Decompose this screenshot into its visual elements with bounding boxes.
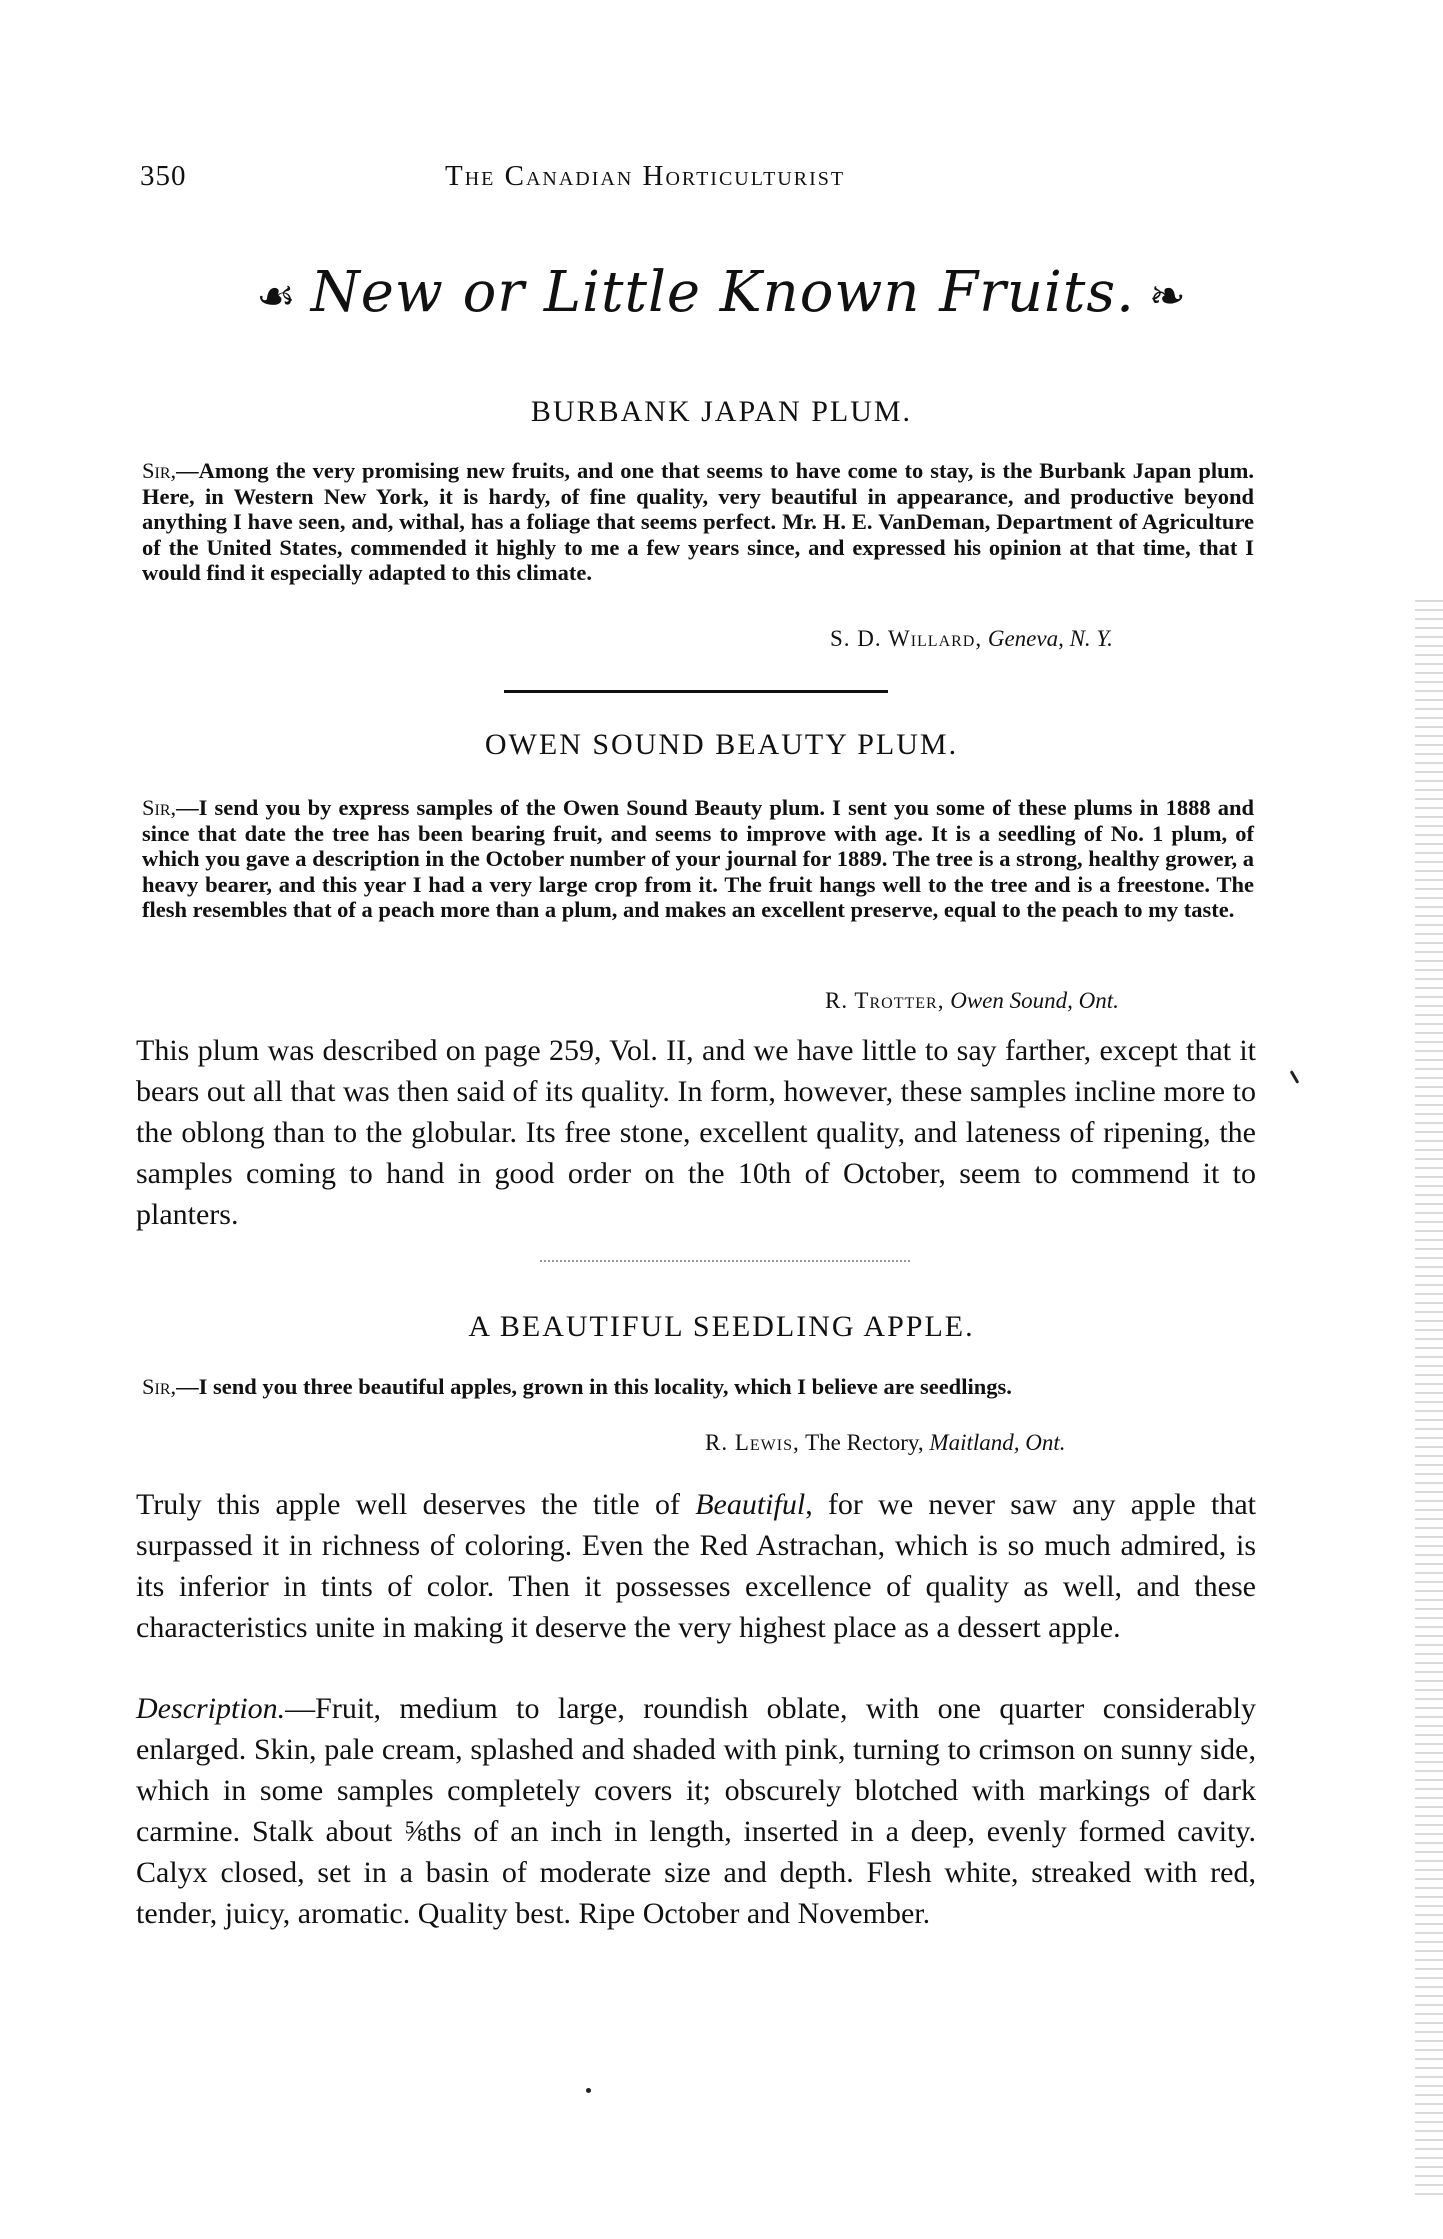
signature-name: R. Lewis,: [705, 1430, 800, 1455]
article-heading-burbank: BURBANK JAPAN PLUM.: [530, 395, 913, 428]
letter-seedling-apple: [142, 1374, 1254, 1400]
letter-body: —Among the very promising new fruits, and one that seems to have come to stay, is the Burbank Japan plum. Here, in Western New York, it is hardy, of fine quality, very beautiful in appearance, and productive beyond anything I have seen, and, withal, has a foliage that seems perfect. Mr. H. E. VanDeman, Department of Agriculture of the United States, commended it highly to me a few years since, and expressed his opinion at that time, that I would find it especially adapted to this climate.: [142, 458, 1254, 585]
section-banner: [0, 260, 1443, 325]
editorial-seedling-apple: [136, 1484, 1256, 1648]
signature-place: Maitland, Ont.: [929, 1430, 1066, 1455]
apple-description: [136, 1688, 1256, 1934]
letter-body: —I send you by express samples of the Owen Sound Beauty plum. I sent you some of these plums in 1888 and since that date the tree has been bearing fruit, and seems to improve with age. It is a seedling of No. 1 plum, of which you gave a description in the October number of your journal for 1889. The tree is a strong, healthy grower, a heavy bearer, and this year I had a very large crop from it. The fruit hangs well to the tree and is a freestone. The flesh resembles that of a peach more than a plum, and makes an excellent preserve, equal to the peach to my taste.: [142, 795, 1254, 922]
signature-lewis: [705, 1430, 1066, 1456]
scan-edge-speckle: [1415, 600, 1443, 2200]
ink-spot: [586, 2088, 591, 2093]
signature-name: R. Trotter,: [825, 988, 945, 1013]
signature-willard: [830, 626, 1113, 652]
letter-salutation: Sir,: [142, 458, 177, 483]
section-divider: [504, 690, 888, 693]
signature-detail: The Rectory,: [805, 1430, 924, 1455]
editorial-emphasis: Beautiful: [695, 1488, 806, 1521]
right-ornament-icon: ❧: [1148, 271, 1187, 322]
ink-mark: [1290, 1070, 1300, 1084]
letter-salutation: Sir,: [142, 795, 177, 820]
editorial-owen-sound: This plum was described on page 259, Vol. II, and we have little to say farther, except that it bears out all that was then said of its quality. In form, however, these samples incline more to the oblong than to the globular. Its free stone, excellent quality, and lateness of ripening, the samples coming to hand in good order on the 10th of October, seem to commend it to planters.: [136, 1034, 1256, 1231]
article-heading-seedling-apple: A BEAUTIFUL SEEDLING APPLE.: [468, 1310, 975, 1343]
signature-name: S. D. Willard,: [830, 626, 983, 651]
letter-body: —I send you three beautiful apples, grown in this locality, which I believe are seedlings.: [176, 1374, 1012, 1399]
article-heading-owen-sound: OWEN SOUND BEAUTY PLUM.: [484, 728, 959, 761]
editorial-text: Truly this apple well deserves the title of: [136, 1488, 696, 1521]
letter-owen-sound: [142, 795, 1254, 923]
faint-divider: [540, 1260, 910, 1262]
editorial-text: , for we never saw any apple that surpassed it in richness of coloring. Even the Red Astrachan, which is so much admired, is its inferior in tints of color. Then it possesses excellence of quality as well, and these characteristics unite in making it deserve the very highest place as a dessert apple.: [136, 1488, 1256, 1644]
signature-trotter: [825, 988, 1119, 1014]
journal-title: The Canadian Horticulturist: [445, 160, 846, 192]
letter-burbank: [142, 458, 1254, 586]
description-text: —Fruit, medium to large, roundish oblate, with one quarter considerably enlarged. Skin, pale cream, splashed and shaded with pink, turning to crimson on sunny side, which in some samples completely covers it; obscurely blotched with markings of dark carmine. Stalk about ⅝ths of an inch in length, inserted in a deep, evenly formed cavity. Calyx closed, set in a basin of moderate size and depth. Flesh white, streaked with red, tender, juicy, aromatic. Quality best. Ripe October and November.: [136, 1692, 1256, 1930]
description-label: Description.: [136, 1692, 286, 1725]
section-title: New or Little Known Fruits.: [310, 260, 1135, 325]
page-number: 350: [140, 160, 187, 192]
signature-place: Owen Sound, Ont.: [950, 988, 1119, 1013]
left-ornament-icon: ☙: [256, 271, 297, 322]
running-head: [140, 160, 1290, 200]
letter-salutation: Sir,: [142, 1374, 177, 1399]
signature-place: Geneva, N. Y.: [987, 626, 1113, 651]
